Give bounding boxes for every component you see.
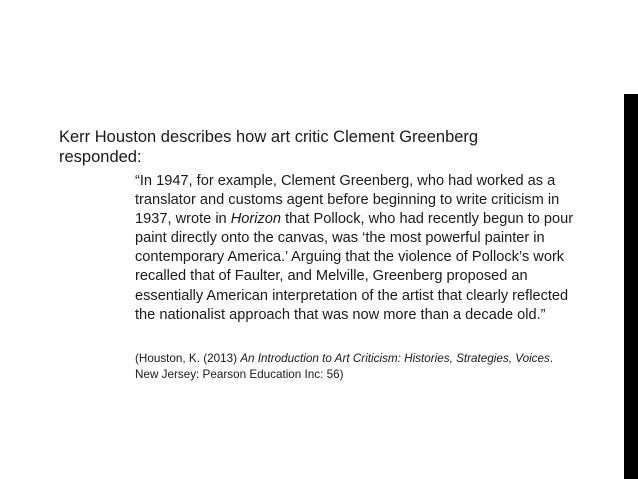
quote-italic-title: Horizon [230,211,282,228]
quote-text-start: “In 1947, for example, Clement Greenberg, who had worked as a translator and customs agent before beginning to write criticism in 1937, wrote in [135,173,560,228]
right-edge-bar-middle [624,60,638,94]
quote-paragraph [135,172,575,325]
citation-book-title: An Introduction to Art Criticism: Histories, Strategies, Voices [240,351,550,365]
right-edge-bar-dark [624,94,638,479]
right-edge-bar [624,0,638,479]
quote-text-end: that Pollock, who had recently begun to pour paint directly onto the canvas, was ‘the most powerful painter in contemporary America.’ Arguing that the violence of Pollock’s work recalled that of Faulter, and Melville, Greenberg proposed an essentially American interpretation of the artist that clearly reflected the nationalist approach that was now more than a decade old.” [135,211,574,323]
lead-paragraph: Kerr Houston describes how art critic Clement Greenberg responded: [59,128,479,166]
right-edge-bar-top [624,0,638,60]
citation [135,351,575,383]
quote-block [135,172,575,383]
citation-end: . New Jersey: Pearson Education Inc: 56) [135,351,554,381]
citation-start: (Houston, K. (2013) [135,351,241,365]
